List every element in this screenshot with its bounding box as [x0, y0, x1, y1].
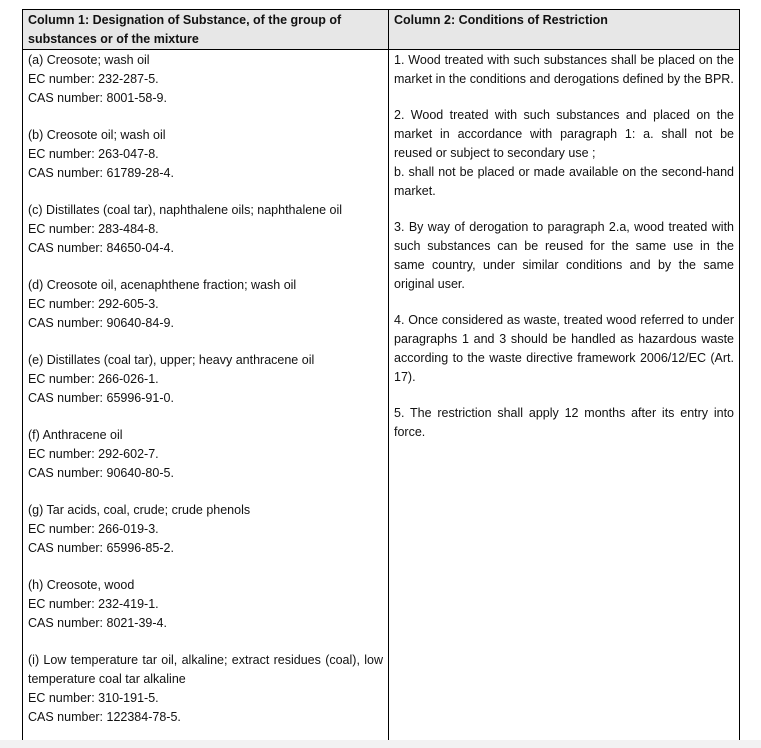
cas-number: CAS number: 90640-80-5. — [28, 466, 174, 480]
substance-name: (h) Creosote, wood — [28, 578, 135, 592]
substance-entry — [28, 126, 383, 183]
condition-paragraph — [394, 218, 734, 294]
substance-name: (e) Distillates (coal tar), upper; heavy anthracene oil — [28, 353, 315, 367]
ec-number: EC number: 232-419-1. — [28, 597, 159, 611]
cas-number: CAS number: 84650-04-4. — [28, 241, 174, 255]
restriction-table — [22, 9, 740, 746]
cas-number: CAS number: 65996-91-0. — [28, 391, 174, 405]
condition-paragraph — [394, 404, 734, 442]
substance-entry — [28, 426, 383, 483]
cas-number: CAS number: 90640-84-9. — [28, 316, 174, 330]
substance-name: (f) Anthracene oil — [28, 428, 123, 442]
condition-subitem: b. shall not be placed or made available on the second-hand market. — [394, 165, 734, 198]
substance-name: (c) Distillates (coal tar), naphthalene oils; naphthalene oil — [28, 203, 343, 217]
substance-entry — [28, 351, 383, 408]
ec-number: EC number: 232-287-5. — [28, 72, 159, 86]
condition-text: 3. By way of derogation to paragraph 2.a, wood treated with such substances can be reused for the same use in the same country, under similar conditions and by the same original user. — [394, 220, 734, 291]
condition-text: 1. Wood treated with such substances shall be placed on the market in the conditions and derogations defined by the BPR. — [394, 53, 734, 86]
substance-name: (d) Creosote oil, acenaphthene fraction; wash oil — [28, 278, 297, 292]
condition-text: 5. The restriction shall apply 12 months after its entry into force. — [394, 406, 734, 439]
substance-entry — [28, 201, 383, 258]
substance-entry — [28, 276, 383, 333]
cas-number: CAS number: 65996-85-2. — [28, 541, 174, 555]
cas-number: CAS number: 8021-39-4. — [28, 616, 167, 630]
ec-number: EC number: 283-484-8. — [28, 222, 159, 236]
substance-name: (g) Tar acids, coal, crude; crude phenols — [28, 503, 251, 517]
substance-name: (a) Creosote; wash oil — [28, 53, 150, 67]
substance-entry — [28, 576, 383, 633]
condition-paragraph — [394, 51, 734, 89]
substance-name: (b) Creosote oil; wash oil — [28, 128, 166, 142]
substance-name: (i) Low temperature tar oil, alkaline; extract residues (coal), low temperature coal tar alkaline — [28, 653, 383, 686]
condition-text: 2. Wood treated with such substances and placed on the market in accordance with paragraph 1: a. shall not be reused or subject to secondary use ; — [394, 108, 734, 160]
column-2-header: Column 2: Conditions of Restriction — [389, 10, 740, 50]
conditions-cell — [389, 50, 740, 746]
substance-entry — [28, 651, 383, 727]
column-1-header: Column 1: Designation of Substance, of the group of substances or of the mixture — [23, 10, 389, 50]
cas-number: CAS number: 61789-28-4. — [28, 166, 174, 180]
substance-cell — [23, 50, 389, 746]
ec-number: EC number: 263-047-8. — [28, 147, 159, 161]
table-row — [23, 50, 740, 746]
condition-paragraph — [394, 106, 734, 201]
ec-number: EC number: 266-026-1. — [28, 372, 159, 386]
substance-entry — [28, 501, 383, 558]
ec-number: EC number: 266-019-3. — [28, 522, 159, 536]
ec-number: EC number: 292-602-7. — [28, 447, 159, 461]
header-row — [23, 10, 740, 50]
ec-number: EC number: 310-191-5. — [28, 691, 159, 705]
substance-entry — [28, 51, 383, 108]
cas-number: CAS number: 8001-58-9. — [28, 91, 167, 105]
condition-paragraph — [394, 311, 734, 387]
ec-number: EC number: 292-605-3. — [28, 297, 159, 311]
page-bottom-strip — [0, 740, 761, 748]
condition-text: 4. Once considered as waste, treated wood referred to under paragraphs 1 and 3 should be handled as hazardous waste according to the waste directive framework 2006/12/EC (Art. 17). — [394, 313, 734, 384]
cas-number: CAS number: 122384-78-5. — [28, 710, 181, 724]
